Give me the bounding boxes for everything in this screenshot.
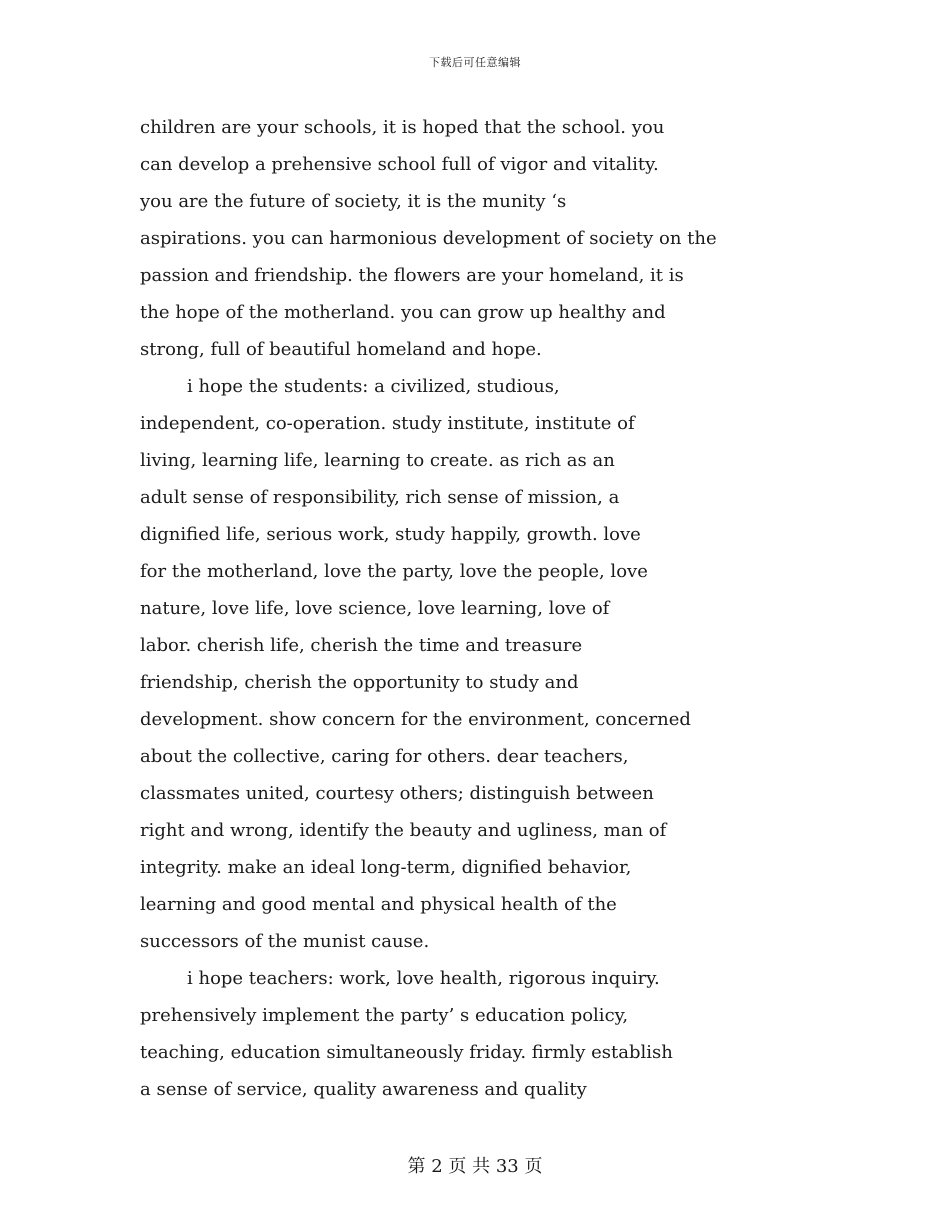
- text-line: a sense of service, quality awareness and quality: [140, 1079, 587, 1100]
- text-line: right and wrong, identify the beauty and ugliness, man of: [140, 820, 667, 841]
- text-line: independent, co-operation. study institute, institute of: [140, 413, 635, 434]
- text-line: learning and good mental and physical health of the: [140, 894, 617, 915]
- text-line: living, learning life, learning to create. as rich as an: [140, 450, 615, 471]
- text-line: strong, full of beautiful homeland and hope.: [140, 339, 542, 360]
- text-line: aspirations. you can harmonious development of society on the: [140, 228, 717, 249]
- text-line: passion and friendship. the flowers are your homeland, it is: [140, 265, 684, 286]
- text-line: adult sense of responsibility, rich sense of mission, a: [140, 487, 620, 508]
- text-line: dignified life, serious work, study happily, growth. love: [140, 524, 641, 545]
- text-line: integrity. make an ideal long-term, dignified behavior,: [140, 857, 632, 878]
- page-header: 下载后可任意编辑: [429, 56, 521, 69]
- text-line: children are your schools, it is hoped that the school. you: [140, 117, 665, 138]
- text-line: successors of the munist cause.: [140, 931, 430, 952]
- text-line: prehensively implement the party’ s education policy,: [140, 1005, 629, 1026]
- text-line: labor. cherish life, cherish the time and treasure: [140, 635, 583, 656]
- body-text: [140, 109, 820, 1108]
- text-line: the hope of the motherland. you can grow up healthy and: [140, 302, 666, 323]
- text-line: classmates united, courtesy others; distinguish between: [140, 783, 654, 804]
- text-line: development. show concern for the environment, concerned: [140, 709, 691, 730]
- text-line: friendship, cherish the opportunity to study and: [140, 672, 579, 693]
- paragraph-start-line: i hope the students: a civilized, studious,: [187, 376, 560, 397]
- text-line: about the collective, caring for others. dear teachers,: [140, 746, 629, 767]
- text-line: you are the future of society, it is the munity ‘s: [140, 191, 567, 212]
- paragraph-start-line: i hope teachers: work, love health, rigorous inquiry.: [187, 968, 660, 989]
- text-line: nature, love life, love science, love learning, love of: [140, 598, 610, 619]
- page-number-footer: 第 2 页 共 33 页: [407, 1156, 543, 1177]
- text-line: can develop a prehensive school full of vigor and vitality.: [140, 154, 659, 175]
- text-line: teaching, education simultaneously friday. firmly establish: [140, 1042, 673, 1063]
- text-line: for the motherland, love the party, love the people, love: [140, 561, 648, 582]
